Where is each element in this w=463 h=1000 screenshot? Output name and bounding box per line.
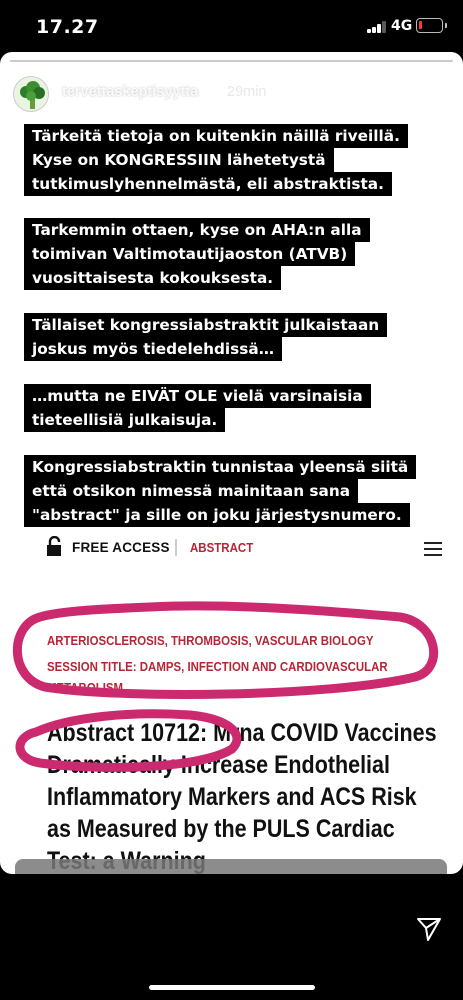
caption-line: joskus myös tiedelehdissä… [24,337,282,361]
caption-line: …mutta ne EIVÄT OLE vielä varsinaisia [24,384,371,408]
story-progress-bar [10,60,453,62]
caption-line: vuosittaisesta kokouksesta. [24,266,281,290]
story-card[interactable] [0,52,463,874]
caption-line: Tarkemmin ottaen, kyse on AHA:n alla [24,218,370,242]
caption-line: Tällaiset kongressiabstraktit julkaistaan [24,313,387,337]
broccoli-icon[interactable] [13,76,49,112]
cellular-signal-icon [367,21,387,33]
more-options-icon[interactable] [383,86,405,108]
caption-line: Kyse on KONGRESSIIN lähetetystä [24,148,334,172]
covid-info-banner[interactable] [15,859,447,874]
caption-line: tieteellisiä julkaisuja. [24,408,225,432]
story-username[interactable]: tervettaskeptisyytta [62,84,199,100]
free-access-label: FREE ACCESS [72,540,170,555]
status-bar [0,0,463,52]
send-icon[interactable] [415,915,443,943]
caption-line: Kongressiabstraktin tunnistaa yleensä siitä [24,455,416,479]
topic-label: ARTERIOSCLEROSIS, THROMBOSIS, VASCULAR BIOLOGY [47,633,374,648]
caption-line: että otsikon nimessä mainitaan sana [24,479,358,503]
article-title-line: Inflammatory Markers and ACS Risk [47,783,417,811]
abstract-tag: ABSTRACT [190,541,254,555]
close-icon[interactable] [426,82,454,110]
caption-block-1 [24,124,408,196]
article-title-line: as Measured by the PULS Cardiac [47,815,395,843]
story-header [0,68,463,114]
caption-line: "abstract" ja sille on joku järjestysnumero. [24,503,410,527]
caption-line: Tärkeitä tietoja on kuitenkin näillä riveillä. [24,124,408,148]
info-banner-text [65,872,355,874]
story-time-ago: 29min [227,84,267,100]
article-title-line: Dramatically Increase Endothelial [47,751,390,779]
network-type: 4G [391,18,413,34]
battery-icon [416,18,443,33]
article-title-line: Abstract 10712: Mrna COVID Vaccines [47,719,437,747]
session-title-line: METABOLISM [47,680,124,695]
caption-block-4 [24,384,371,432]
caption-line: toimivan Valtimotautijaoston (ATVB) [24,242,355,266]
highlight-annotations [0,527,463,787]
home-indicator[interactable] [149,985,315,990]
caption-block-3 [24,313,387,361]
info-banner-line [65,872,355,874]
caption-block-5 [24,455,416,527]
session-title-line: SESSION TITLE: DAMPS, INFECTION AND CARDIOVASCULAR [47,659,388,674]
caption-block-2 [24,218,370,290]
status-time: 17.27 [36,16,99,38]
caption-line: tutkimuslyhennelmästä, eli abstraktista. [24,172,392,196]
